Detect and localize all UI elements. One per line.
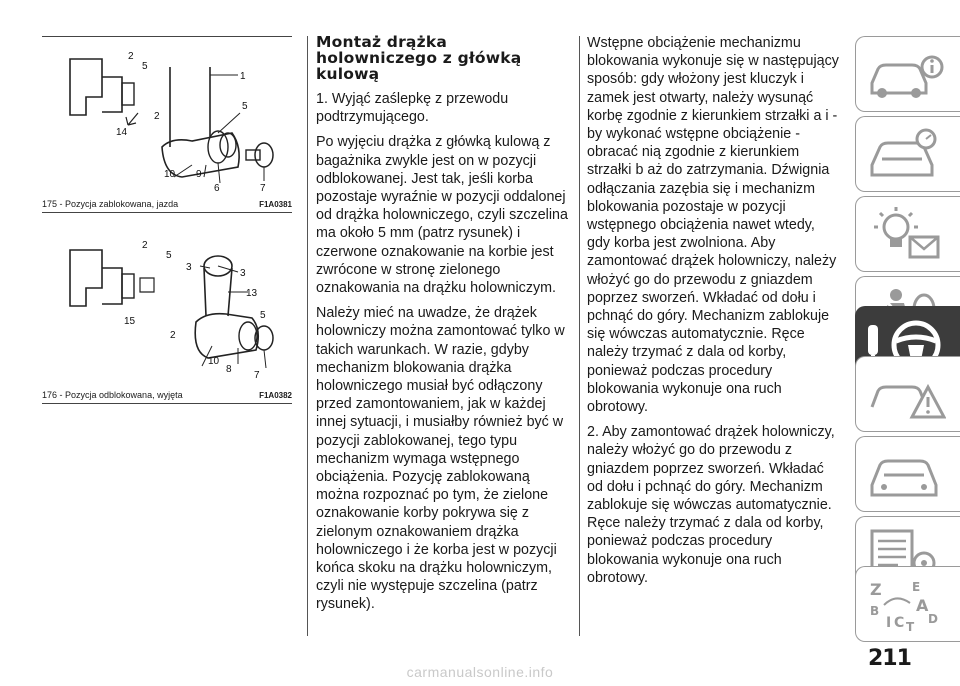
fig175-label-1: 1 [240, 71, 246, 82]
column-divider-1 [307, 36, 308, 636]
page-number: 211 [868, 646, 911, 671]
fig175-label-5a: 5 [142, 61, 148, 72]
fig175-label-14: 14 [116, 127, 128, 138]
tab-car-service[interactable] [855, 436, 960, 512]
tab-car-info[interactable] [855, 36, 960, 112]
fig175-label-7: 7 [260, 183, 266, 194]
text-column-middle [316, 34, 572, 621]
svg-text:I: I [886, 615, 892, 631]
figure-176-caption-row [42, 388, 292, 404]
car-info-icon [866, 45, 946, 103]
figure-175-code: F1A0381 [259, 200, 292, 209]
figure-175 [42, 36, 292, 213]
fig176-label-5a: 5 [166, 250, 172, 261]
section-heading: Montaż drążka holowniczego z główką kulową [316, 33, 522, 83]
fig176-label-5b: 5 [260, 310, 266, 321]
fig176-label-8: 8 [226, 364, 232, 375]
warning-triangle-icon [866, 365, 946, 423]
fig176-label-3a: 3 [186, 262, 192, 273]
paragraph-unlocked-position: Po wyjęciu drążka z główką kulową z bagażnika zwykle jest on w pozycji odblokowanej. Jest tak, jeśli korba pozostaje wyraźnie w pozycji oddalonej od drążka holowniczego, czyli szczelina ma około 5 mm (patrz rysunek) i czerwone oznakowanie na korbie jest zwrócone w stronę zielonego oznakowania na drążku holowniczym. [316, 134, 568, 297]
fig176-label-15: 15 [124, 316, 136, 327]
alphabetical-index-icon [866, 575, 946, 633]
fig176-label-2b: 2 [170, 330, 176, 341]
fig176-label-3b: 3 [240, 268, 246, 279]
fig176-label-13: 13 [246, 288, 258, 299]
figure-175-caption: 175 - Pozycja zablokowana, jazda [42, 199, 179, 209]
svg-text:T: T [906, 620, 915, 633]
tab-alphabetical-index[interactable] [855, 566, 960, 642]
fig175-label-6: 6 [214, 183, 220, 194]
paragraph-preload-note: Należy mieć na uwadze, że drążek holowniczy można zamontować tylko w takich warunkach. W razie, gdyby mechanizm blokowania drążka holowniczego musiał być odłączony przed zamontowaniem, jak w każdej innej sytuacji, i musiałby również być w pozycji zablokowanej, tego typu mechanizm wymaga wstępnego obciążenia. Pozycję zablokowaną można rozpoznać po tym, że zielone oznakowanie korby pokrywa się z zielonym oznakowaniem drążka holowniczego i że korba jest w pozycji końca skoku na drążku holowniczym, czyli nie występuje szczelina (patrz rysunek). [316, 305, 565, 613]
car-dashboard-icon [866, 125, 946, 183]
fig176-label-7: 7 [254, 370, 260, 381]
svg-text:C: C [894, 615, 905, 631]
fig175-label-2a: 2 [128, 51, 134, 62]
tab-car-dashboard[interactable] [855, 116, 960, 192]
figure-176 [42, 226, 292, 404]
svg-text:E: E [912, 580, 921, 594]
fig176-label-10: 10 [208, 356, 220, 367]
tab-emergency[interactable] [855, 356, 960, 432]
svg-text:D: D [928, 612, 938, 626]
fig175-label-9: 9 [196, 169, 202, 180]
fig175-label-5b: 5 [242, 101, 248, 112]
figure-176-caption: 176 - Pozycja odblokowana, wyjęta [42, 390, 183, 400]
figure-176-code: F1A0382 [259, 391, 292, 400]
fig175-label-10: 10 [164, 169, 176, 180]
tab-warning-lights[interactable] [855, 196, 960, 272]
svg-text:B: B [870, 604, 880, 618]
figure-176-illustration [42, 226, 292, 388]
warning-lights-icon [866, 205, 946, 263]
paragraph-preload-procedure: Wstępne obciążenie mechanizmu blokowania wykonuje się w następujący sposób: gdy włożony jest kluczyk i zamek jest otwarty, należy wysunąć korbę zgodnie z kierunkiem strzałki a i - by wykonać wstępne obciążenie - obracać nią zgodnie z kierunkiem strzałki b aż do zatrzymania. Dźwignia odłączania zazębia się i mechanizm blokowania pozostaje w pozycji wstępnego obciążenia nawet wtedy, gdy korba jest zwolniona. Aby zamontować drążek holowniczy, należy włożyć go do przewodu z gniazdem poprzez sworzeń. Wkładać od dołu i pchnąć do góry. Mechanizm zablokuje się wówczas automatycznie. Ręce należy trzymać z dala od korby, ponieważ podczas procedury blokowania wykonuje ona ruch obrotowy. [587, 35, 839, 416]
svg-text:Z: Z [870, 580, 882, 599]
svg-text:A: A [916, 596, 929, 615]
text-column-right [587, 34, 839, 594]
fig175-label-2b: 2 [154, 111, 160, 122]
fig176-label-2a: 2 [142, 240, 148, 251]
figure-175-illustration [42, 37, 292, 197]
paragraph-step-1: 1. Wyjąć zaślepkę z przewodu podtrzymującego. [316, 91, 509, 126]
figure-175-caption-row [42, 197, 292, 213]
watermark: carmanualsonline.info [406, 664, 554, 680]
car-service-icon [866, 445, 946, 503]
paragraph-step-2: 2. Aby zamontować drążek holowniczy, należy włożyć go do przewodu z gniazdem poprzez sworzeń. Wkładać od dołu i pchnąć do góry. Mechanizm zablokuje się wówczas automatycznie. Ręce należy trzymać z dala od korby, ponieważ podczas procedury blokowania wykonuje ona ruch obrotowy. [587, 424, 835, 586]
column-divider-2 [579, 36, 580, 636]
